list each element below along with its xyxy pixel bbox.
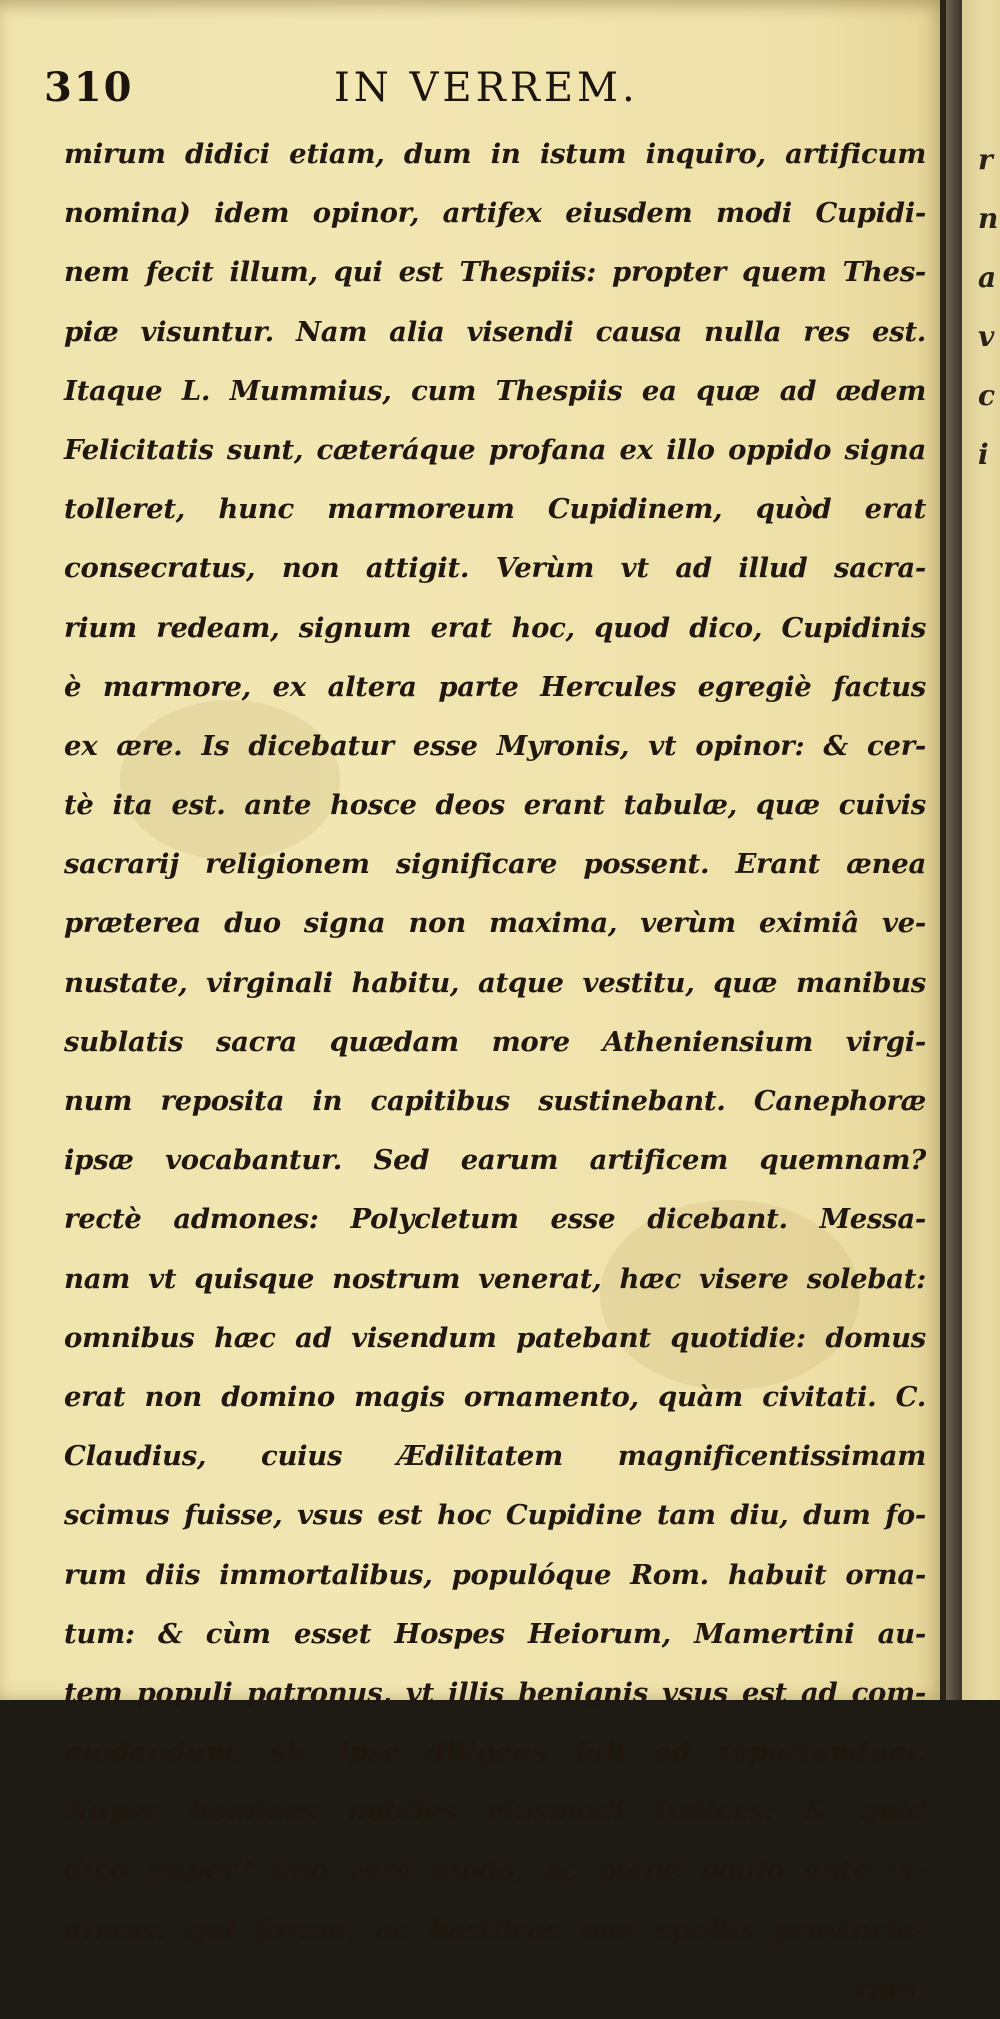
facing-page-fragments (978, 130, 998, 484)
facing-page-letter: c (978, 379, 996, 412)
text-line: rectè admones: Polycletum esse dicebant. Messa- (64, 1203, 926, 1236)
text-line: Nuper homines nobiles eiusmodi Iudices: & quid (64, 1795, 926, 1828)
facing-page-letter: i (978, 438, 989, 471)
text-line: consecratus, non attigit. Verùm vt ad illud sacra- (64, 552, 926, 585)
text-line: modandum, sic ipse diligens fuit ad reportandum. (64, 1736, 926, 1769)
catchword: rum, (854, 1972, 926, 2005)
text-line: mirum didici etiam, dum in istum inquiro, artificum (64, 138, 926, 170)
text-line: dimus: qui forum, ac basilicas non spoliis provincia- (64, 1913, 926, 1946)
text-line: ex ære. Is dicebatur esse Myronis, vt opinor: & cer- (64, 729, 926, 762)
text-line: dico nuper? imò verò modò, ac planè paulò antè vi- (64, 1854, 926, 1887)
running-head: IN VERREM. (334, 65, 639, 111)
text-line: Felicitatis sunt, cæteráque profana ex illo oppido signa (64, 433, 926, 466)
facing-page-letter: n (978, 202, 999, 235)
text-line: Claudius, cuius Ædilitatem magnificentissimam (64, 1440, 926, 1473)
text-line: tè ita est. ante hosce deos erant tabulæ, quæ cuivis (64, 789, 926, 822)
text-line: è marmore, ex altera parte Hercules egregiè factus (64, 670, 926, 703)
text-line: præterea duo signa non maxima, verùm eximiâ ve- (64, 907, 926, 940)
text-line: tem populi patronus, vt illis benignis vsus est ad com- (64, 1676, 926, 1709)
text-line: rum diis immortalibus, populóque Rom. habuit orna- (64, 1558, 926, 1591)
body-text (64, 125, 926, 2019)
text-line: erat non domino magis ornamento, quàm civitati. C. (64, 1380, 926, 1413)
page-header (44, 62, 924, 114)
page-number: 310 (44, 64, 134, 111)
text-line: scimus fuisse, vsus est hoc Cupidine tam diu, dum fo- (64, 1499, 926, 1532)
text-line: nem fecit illum, qui est Thespiis: propter quem Thes- (64, 256, 926, 289)
text-line: nustate, virginali habitu, atque vestitu, quæ manibus (64, 966, 926, 999)
text-line: sublatis sacra quædam more Atheniensium virgi- (64, 1025, 926, 1058)
text-line: nam vt quisque nostrum venerat, hæc visere solebat: (64, 1262, 926, 1295)
text-line: tum: & cùm esset Hospes Heiorum, Mamertini au- (64, 1617, 926, 1650)
facing-page-letter: v (978, 320, 995, 353)
facing-page-letter: a (978, 261, 997, 294)
book-gutter (946, 0, 962, 1700)
text-line: sacrarij religionem significare possent. Erant ænea (64, 848, 926, 881)
facing-page-letter: r (978, 143, 993, 176)
text-line: Itaque L. Mummius, cum Thespiis ea quæ ad ædem (64, 374, 926, 407)
facing-page-edge (962, 0, 1000, 1700)
text-line: omnibus hæc ad visendum patebant quotidie: domus (64, 1321, 926, 1354)
text-line: num reposita in capitibus sustinebant. Canephoræ (64, 1085, 926, 1117)
text-line: rium redeam, signum erat hoc, quod dico, Cupidinis (64, 611, 926, 644)
text-line: nomina) idem opinor, artifex eiusdem modi Cupidi- (64, 197, 926, 230)
text-line: tolleret, hunc marmoreum Cupidinem, quòd erat (64, 493, 926, 526)
text-line: piæ visuntur. Nam alia visendi causa nulla res est. (64, 315, 926, 348)
text-line: ipsæ vocabantur. Sed earum artificem quemnam? (64, 1144, 926, 1177)
